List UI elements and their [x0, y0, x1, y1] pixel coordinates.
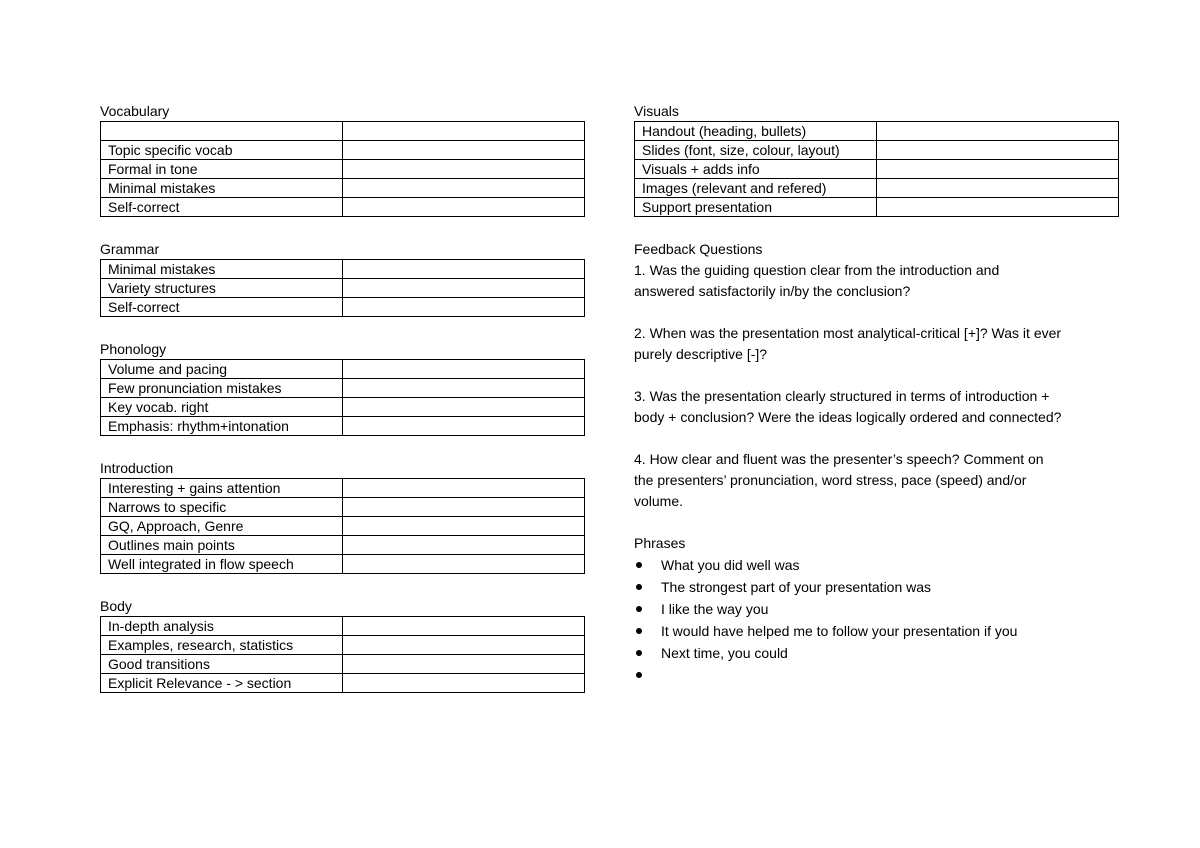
phonology-score-cell[interactable]: [343, 398, 585, 417]
introduction-title: Introduction: [100, 460, 174, 476]
visuals-row: [635, 179, 1119, 198]
feedback-question-line: 4. How clear and fluent was the presenter’s speech? Comment on: [634, 451, 1044, 467]
body-criterion-label: Good transitions: [101, 655, 343, 674]
vocabulary-row: [101, 141, 585, 160]
feedback-title: Feedback Questions: [634, 241, 763, 257]
phonology-criterion-label: Few pronunciation mistakes: [101, 379, 343, 398]
feedback-question-line: body + conclusion? Were the ideas logically ordered and connected?: [634, 409, 1062, 425]
feedback-question-line: 2. When was the presentation most analytical-critical [+]? Was it ever: [634, 325, 1062, 341]
phonology-score-cell[interactable]: [343, 417, 585, 436]
phrases-list: [634, 554, 1120, 686]
bullet-icon: [636, 650, 642, 656]
grammar-table: [100, 259, 585, 317]
bullet-icon: [636, 672, 642, 678]
visuals-score-cell[interactable]: [877, 179, 1119, 198]
visuals-row: [635, 141, 1119, 160]
vocabulary-score-cell[interactable]: [343, 198, 585, 217]
phonology-criterion-label: Volume and pacing: [101, 360, 343, 379]
visuals-criterion-label: Visuals + adds info: [635, 160, 877, 179]
phonology-criterion-label: Emphasis: rhythm+intonation: [101, 417, 343, 436]
phrase-text: Next time, you could: [661, 645, 788, 661]
phonology-score-cell[interactable]: [343, 360, 585, 379]
vocabulary-criterion-label: Self-correct: [101, 198, 343, 217]
phonology-row: [101, 379, 585, 398]
visuals-score-cell[interactable]: [877, 141, 1119, 160]
visuals-criterion-label: Support presentation: [635, 198, 877, 217]
grammar-score-cell[interactable]: [343, 298, 585, 317]
introduction-score-cell[interactable]: [343, 536, 585, 555]
grammar-criterion-label: Self-correct: [101, 298, 343, 317]
grammar-row: [101, 298, 585, 317]
vocabulary-score-cell[interactable]: [343, 122, 585, 141]
feedback-question-line: answered satisfactorily in/by the conclusion?: [634, 283, 911, 299]
phrase-text: It would have helped me to follow your presentation if you: [661, 623, 1018, 639]
bullet-icon: [636, 628, 642, 634]
grammar-score-cell[interactable]: [343, 260, 585, 279]
introduction-score-cell[interactable]: [343, 517, 585, 536]
introduction-criterion-label: Outlines main points: [101, 536, 343, 555]
phrase-item: [634, 642, 1120, 664]
vocabulary-criterion-label: [101, 122, 343, 141]
phrase-text: I like the way you: [661, 601, 769, 617]
visuals-row: [635, 160, 1119, 179]
vocabulary-criterion-label: Minimal mistakes: [101, 179, 343, 198]
grammar-criterion-label: Variety structures: [101, 279, 343, 298]
body-criterion-label: In-depth analysis: [101, 617, 343, 636]
introduction-row: [101, 517, 585, 536]
feedback-question-line: 1. Was the guiding question clear from the introduction and: [634, 262, 1000, 278]
introduction-row: [101, 536, 585, 555]
phrase-item: [634, 664, 1120, 686]
phrase-item: [634, 620, 1120, 642]
body-row: [101, 655, 585, 674]
visuals-score-cell[interactable]: [877, 160, 1119, 179]
vocabulary-row: [101, 122, 585, 141]
vocabulary-score-cell[interactable]: [343, 141, 585, 160]
phrase-item: [634, 554, 1120, 576]
body-score-cell[interactable]: [343, 636, 585, 655]
introduction-row: [101, 498, 585, 517]
phonology-row: [101, 417, 585, 436]
phrase-text: The strongest part of your presentation was: [661, 579, 932, 595]
introduction-criterion-label: GQ, Approach, Genre: [101, 517, 343, 536]
introduction-score-cell[interactable]: [343, 479, 585, 498]
body-row: [101, 617, 585, 636]
vocabulary-table: [100, 121, 585, 217]
introduction-criterion-label: Interesting + gains attention: [101, 479, 343, 498]
introduction-score-cell[interactable]: [343, 498, 585, 517]
grammar-criterion-label: Minimal mistakes: [101, 260, 343, 279]
introduction-row: [101, 479, 585, 498]
grammar-row: [101, 279, 585, 298]
visuals-row: [635, 198, 1119, 217]
introduction-criterion-label: Narrows to specific: [101, 498, 343, 517]
feedback-question-line: volume.: [634, 493, 684, 509]
grammar-title: Grammar: [100, 241, 160, 257]
feedback-questions: [634, 260, 1120, 512]
phonology-title: Phonology: [100, 341, 167, 357]
visuals-row: [635, 122, 1119, 141]
feedback-question: [634, 386, 1120, 428]
vocabulary-criterion-label: Topic specific vocab: [101, 141, 343, 160]
phrase-text: What you did well was: [661, 557, 800, 573]
bullet-icon: [636, 584, 642, 590]
body-score-cell[interactable]: [343, 655, 585, 674]
bullet-icon: [636, 606, 642, 612]
grammar-score-cell[interactable]: [343, 279, 585, 298]
phrase-item: [634, 576, 1120, 598]
visuals-title: Visuals: [634, 103, 679, 119]
bullet-icon: [636, 562, 642, 568]
phonology-criterion-label: Key vocab. right: [101, 398, 343, 417]
body-row: [101, 636, 585, 655]
introduction-table: [100, 478, 585, 574]
phrase-item: [634, 598, 1120, 620]
body-row: [101, 674, 585, 693]
vocabulary-title: Vocabulary: [100, 103, 170, 119]
body-table: [100, 616, 585, 693]
visuals-table: [634, 121, 1119, 217]
introduction-score-cell[interactable]: [343, 555, 585, 574]
body-criterion-label: Explicit Relevance - > section: [101, 674, 343, 693]
left-column: [100, 102, 586, 693]
feedback-question-line: 3. Was the presentation clearly structured in terms of introduction +: [634, 388, 1050, 404]
feedback-question: [634, 323, 1120, 365]
vocabulary-row: [101, 198, 585, 217]
phrases-title: Phrases: [634, 535, 686, 551]
introduction-row: [101, 555, 585, 574]
vocabulary-row: [101, 179, 585, 198]
body-criterion-label: Examples, research, statistics: [101, 636, 343, 655]
right-column: [634, 102, 1120, 686]
visuals-criterion-label: Handout (heading, bullets): [635, 122, 877, 141]
feedback-question-line: the presenters’ pronunciation, word stress, pace (speed) and/or: [634, 472, 1027, 488]
vocabulary-criterion-label: Formal in tone: [101, 160, 343, 179]
grammar-row: [101, 260, 585, 279]
visuals-score-cell[interactable]: [877, 198, 1119, 217]
visuals-score-cell[interactable]: [877, 122, 1119, 141]
visuals-criterion-label: Slides (font, size, colour, layout): [635, 141, 877, 160]
feedback-question-line: purely descriptive [-]?: [634, 346, 768, 362]
body-title: Body: [100, 598, 132, 614]
body-score-cell[interactable]: [343, 674, 585, 693]
phonology-table: [100, 359, 585, 436]
body-score-cell[interactable]: [343, 617, 585, 636]
vocabulary-score-cell[interactable]: [343, 160, 585, 179]
visuals-criterion-label: Images (relevant and refered): [635, 179, 877, 198]
feedback-question: [634, 260, 1120, 302]
vocabulary-score-cell[interactable]: [343, 179, 585, 198]
phonology-row: [101, 360, 585, 379]
vocabulary-row: [101, 160, 585, 179]
phonology-score-cell[interactable]: [343, 379, 585, 398]
phonology-row: [101, 398, 585, 417]
feedback-question: [634, 449, 1120, 512]
introduction-criterion-label: Well integrated in flow speech: [101, 555, 343, 574]
